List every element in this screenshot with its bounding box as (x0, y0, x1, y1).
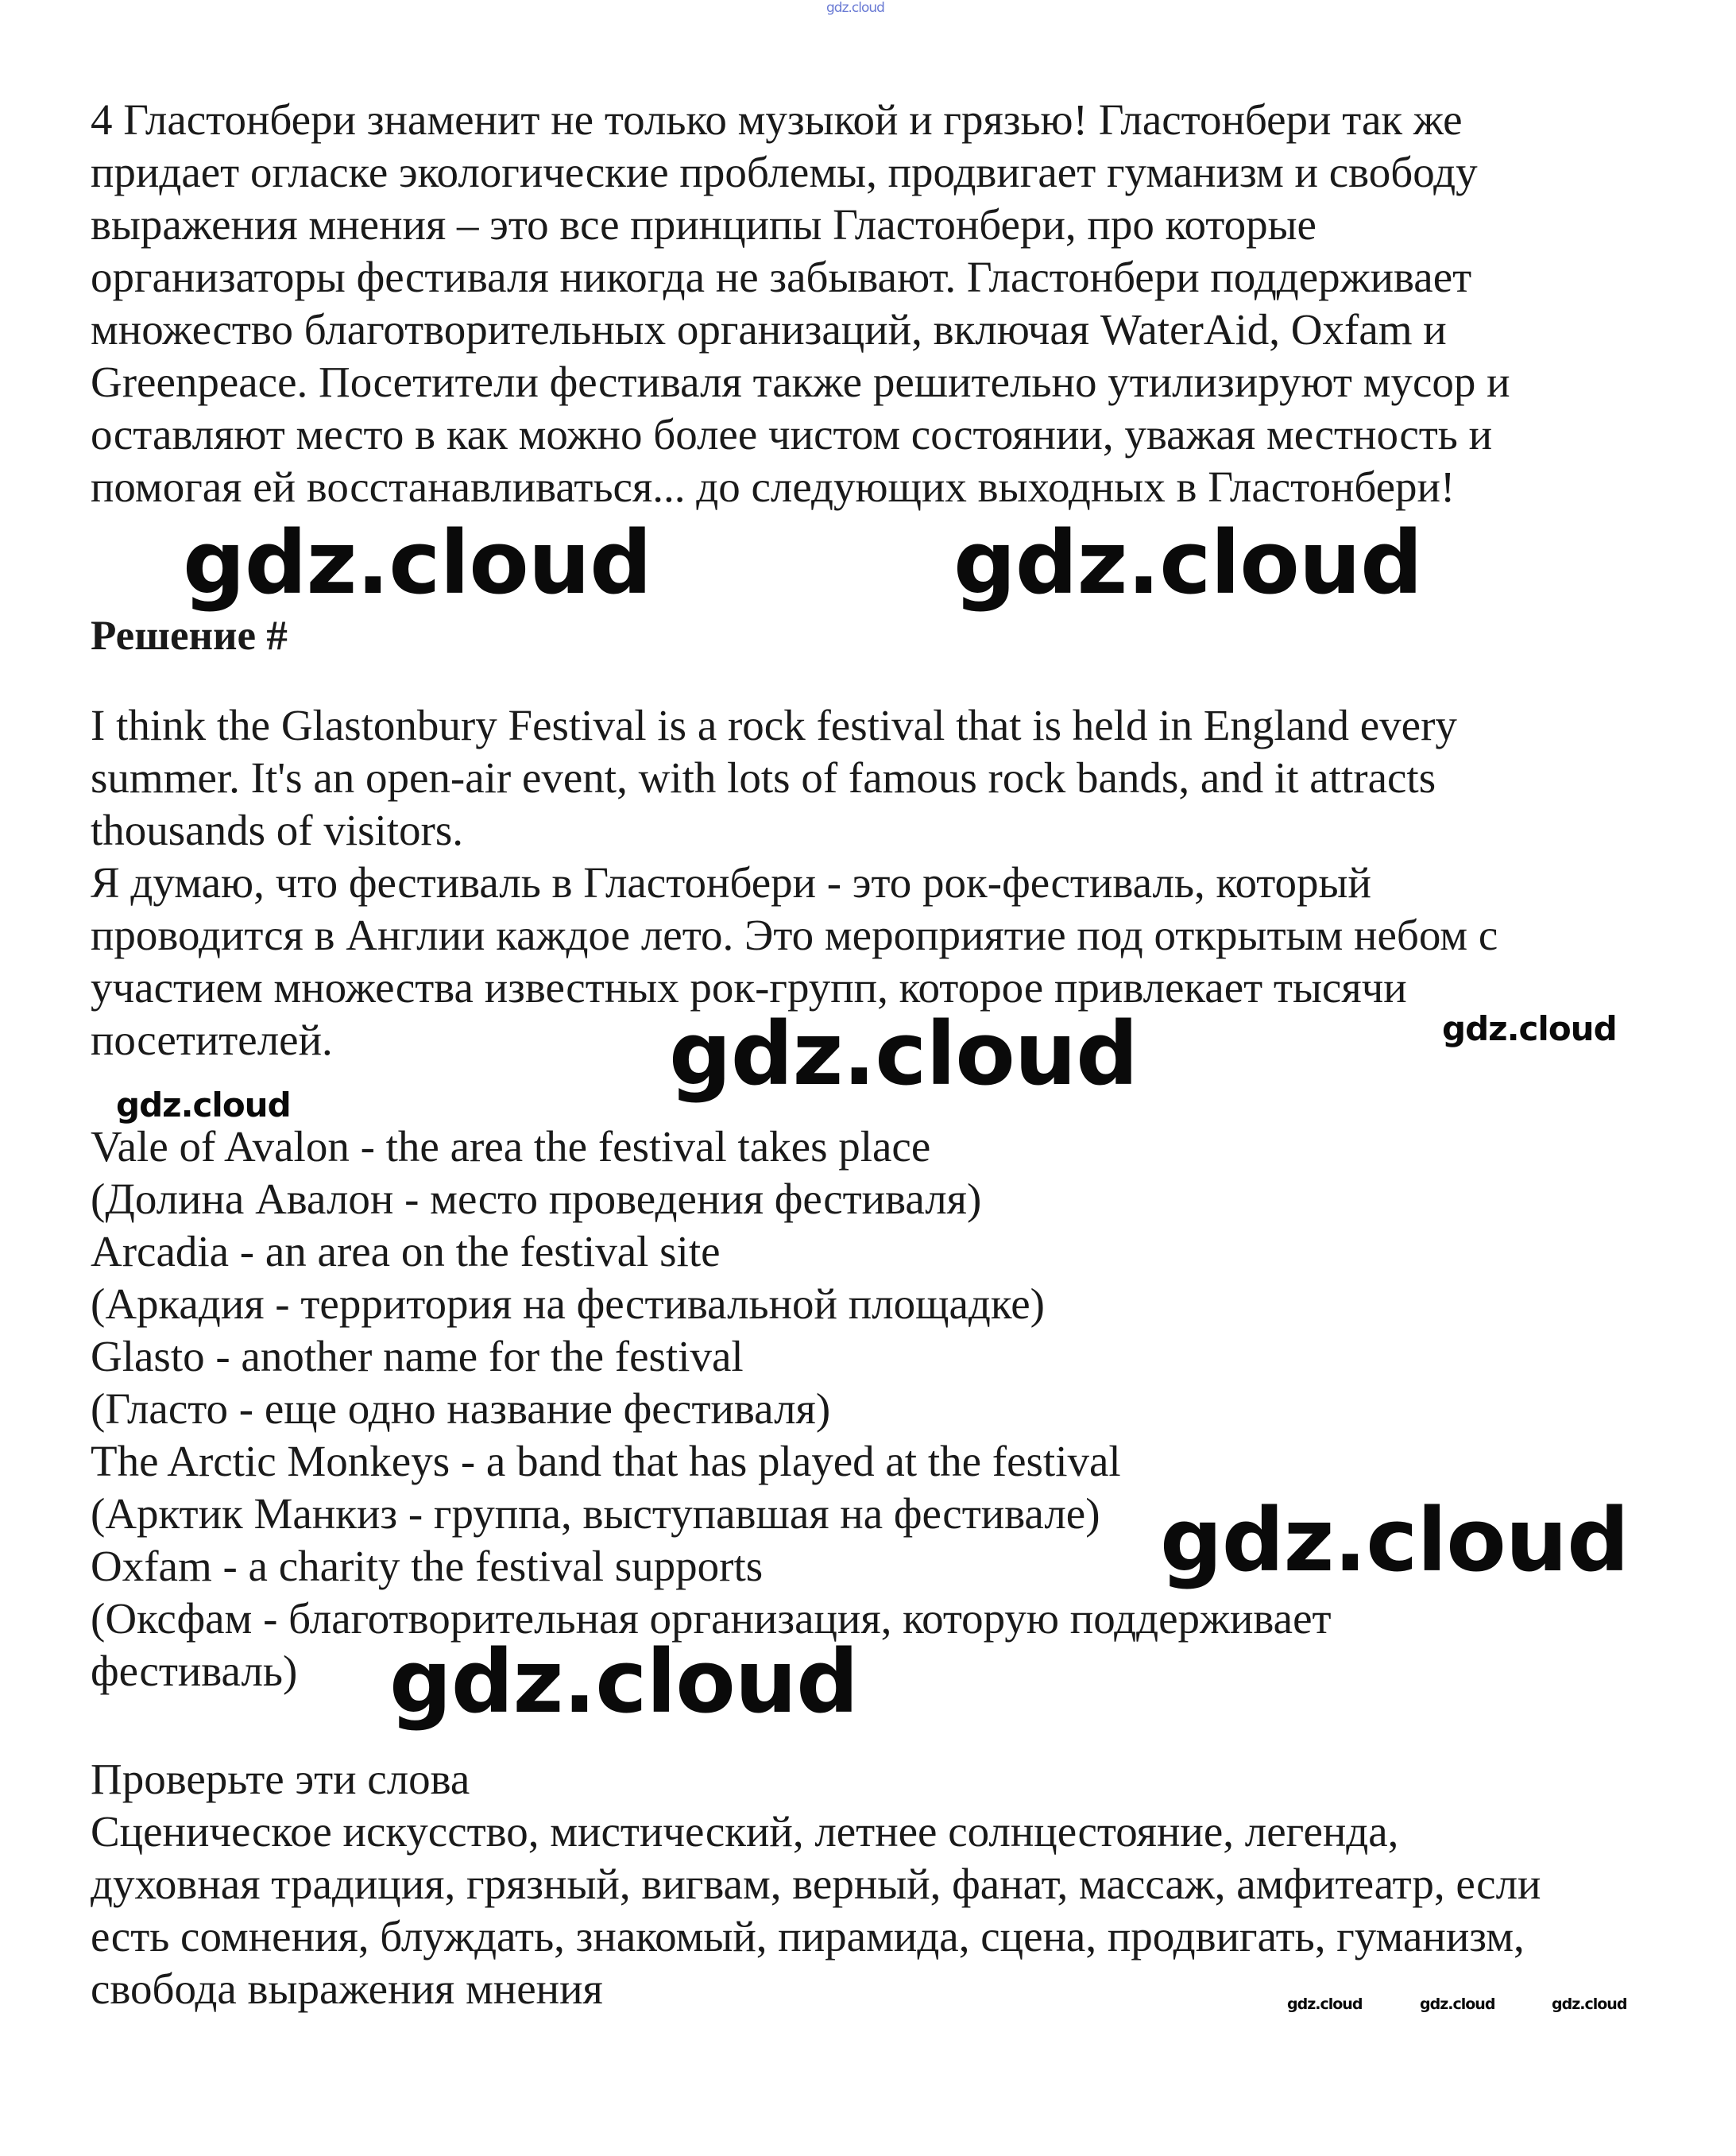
text-line: I think the Glastonbury Festival is a rock festival that is held in England every (91, 701, 1457, 749)
vocab-line: Glasto - another name for the festival (91, 1332, 744, 1380)
watermark: gdz.cloud (116, 1086, 291, 1124)
text-line: помогая ей восстанавливаться... до следующих выходных в Гластонбери! (91, 463, 1456, 511)
watermark: gdz.cloud (183, 512, 651, 614)
watermark: gdz.cloud (389, 1631, 858, 1732)
solution-heading: Решение # (91, 613, 288, 659)
watermark: gdz.cloud (1420, 1995, 1495, 2013)
text-line: посетителей. (91, 1016, 333, 1064)
text-line: Сценическое искусство, мистический, летнее солнцестояние, легенда, (91, 1807, 1399, 1856)
vocab-line: фестиваль) (91, 1647, 298, 1695)
watermark: gdz.cloud (953, 512, 1422, 614)
text-line: организаторы фестиваля никогда не забывают. Гластонбери поддерживает (91, 253, 1472, 301)
text-line: придает огласке экологические проблемы, продвигает гуманизм и свободу (91, 148, 1478, 196)
watermark-top: gdz.cloud (826, 0, 884, 16)
text-line: множество благотворительных организаций, включая WaterAid, Oxfam и (91, 305, 1447, 354)
watermark: gdz.cloud (1442, 1009, 1617, 1048)
watermark: gdz.cloud (669, 1003, 1138, 1105)
text-line: участием множества известных рок-групп, которое привлекает тысячи (91, 963, 1407, 1012)
vocab-line: (Гласто - еще одно название фестиваля) (91, 1384, 831, 1433)
text-line: summer. It's an open-air event, with lots of famous rock bands, and it attracts (91, 753, 1436, 802)
text-line: Я думаю, что фестиваль в Гластонбери - это рок-фестиваль, который (91, 858, 1371, 907)
text-line: свобода выражения мнения (91, 1964, 603, 2013)
vocab-line: (Аркадия - территория на фестивальной площадке) (91, 1279, 1045, 1328)
vocab-line: (Оксфам - благотворительная организация, которую поддерживает (91, 1594, 1332, 1643)
watermark: gdz.cloud (1160, 1489, 1629, 1591)
text-line: проводится в Англии каждое лето. Это мероприятие под открытым небом с (91, 911, 1498, 959)
text-line: оставляют место в как можно более чистом состоянии, уважая местность и (91, 410, 1493, 459)
check-words-title: Проверьте эти слова (91, 1755, 470, 1803)
text-line: есть сомнения, блуждать, знакомый, пирамида, сцена, продвигать, гуманизм, (91, 1912, 1525, 1961)
vocab-line: Arcadia - an area on the festival site (91, 1227, 721, 1275)
text-line: выражения мнения – это все принципы Гластонбери, про которые (91, 200, 1316, 249)
vocab-line: Oxfam - a charity the festival supports (91, 1542, 764, 1590)
vocab-line: The Arctic Monkeys - a band that has played at the festival (91, 1437, 1121, 1485)
text-line: 4 Гластонбери знаменит не только музыкой и грязью! Гластонбери так же (91, 95, 1463, 144)
text-line: thousands of visitors. (91, 806, 464, 854)
vocab-line: (Арктик Манкиз - группа, выступавшая на фестивале) (91, 1489, 1100, 1538)
vocab-line: (Долина Авалон - место проведения фестиваля) (91, 1175, 982, 1223)
text-line: духовная традиция, грязный, вигвам, верный, фанат, массаж, амфитеатр, если (91, 1860, 1541, 1908)
text-line: Greenpeace. Посетители фестиваля также решительно утилизируют мусор и (91, 358, 1510, 406)
watermark: gdz.cloud (1552, 1995, 1627, 2013)
watermark: gdz.cloud (1287, 1995, 1363, 2013)
vocab-line: Vale of Avalon - the area the festival takes place (91, 1122, 931, 1171)
